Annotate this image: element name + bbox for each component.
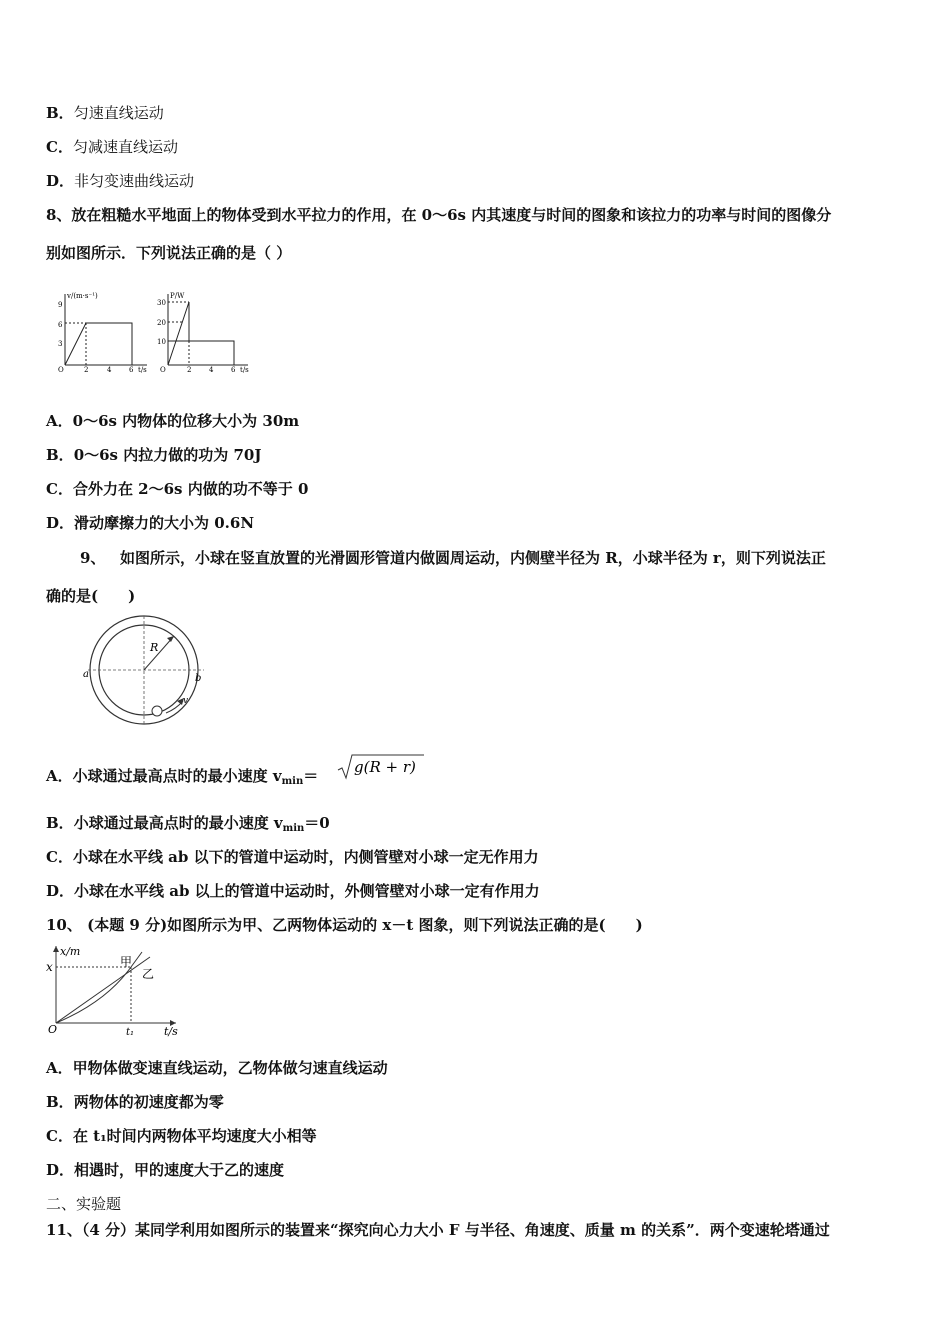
xt-t1: t₁ (126, 1027, 135, 1038)
q8-option-b: B．0～6s 内拉力做的功为 70J (46, 446, 262, 464)
vt-ytick-9: 9 (58, 301, 63, 309)
label-yi: 乙 (142, 967, 155, 981)
sqrt-content: g(R + r) (354, 758, 416, 776)
vt-ylabel: v/(m·s⁻¹) (67, 292, 98, 300)
q10-option-c: C．在 t₁时间内两物体平均速度大小相等 (46, 1127, 317, 1145)
label-jia: 甲 (120, 955, 133, 969)
vt-xtick-4: 4 (107, 366, 112, 374)
xt-ylabel: x/m (60, 945, 81, 958)
q8-stem-line1: 8、放在粗糙水平地面上的物体受到水平拉力的作用，在 0～6s 内其速度与时间的图象和该拉力的功率与时间的图像分 (46, 206, 832, 224)
pt-xlabel: t/s (240, 366, 249, 374)
q10-option-a: A．甲物体做变速直线运动，乙物体做匀速直线运动 (46, 1059, 388, 1077)
label-b: b (195, 673, 202, 684)
vt-xtick-6: 6 (129, 366, 134, 374)
q8-vt-graph (55, 290, 150, 372)
q9-option-d: D．小球在水平线 ab 以上的管道中运动时，外侧管壁对小球一定有作用力 (46, 882, 540, 900)
pt-ytick-30: 30 (157, 299, 166, 307)
pt-xtick-4: 4 (209, 366, 214, 374)
q11-stem-line1: 11、（4 分）某同学利用如图所示的装置来“探究向心力大小 F 与半径、角速度、质量 m 的关系”．两个变速轮塔通过 (46, 1221, 830, 1239)
pt-xtick-2: 2 (187, 366, 192, 374)
q7-option-c: C．匀减速直线运动 (46, 138, 178, 156)
q8-pt-graph (156, 290, 251, 372)
q7-option-d: D．非匀变速曲线运动 (46, 172, 195, 190)
q9-number: 9、 (80, 549, 106, 567)
q7-option-b: B．匀速直线运动 (46, 104, 164, 122)
q8-option-a: A．0～6s 内物体的位移大小为 30m (46, 412, 300, 430)
pt-curve-const (168, 341, 234, 365)
xt-label-x: x (46, 960, 53, 974)
q9-option-a: A．小球通过最高点时的最小速度 $v_{min}=$ (46, 767, 319, 787)
pt-xtick-6: 6 (231, 366, 236, 374)
label-a: a (83, 669, 89, 680)
vt-xtick-2: 2 (84, 366, 89, 374)
q9-stem-line2: 确的是( ) (46, 587, 136, 605)
ball (152, 706, 162, 716)
q9-option-b: B．小球通过最高点时的最小速度 $v_{min}=0$ (46, 814, 330, 834)
vt-ytick-3: 3 (58, 340, 63, 348)
label-R: R (150, 641, 159, 654)
radius-line (144, 636, 174, 670)
line-yi (56, 957, 150, 1023)
xt-xlabel: t/s (164, 1025, 178, 1038)
q8-option-c: C．合外力在 2～6s 内做的功不等于 0 (46, 480, 309, 498)
pt-ytick-20: 20 (157, 319, 166, 327)
q10-stem: 10、 (本题 9 分)如图所示为甲、乙两物体运动的 x－t 图象，则下列说法正确的是( ) (46, 916, 643, 934)
pt-origin: O (160, 366, 166, 374)
q10-xt-graph (46, 944, 186, 1036)
pt-curve-rise (168, 302, 189, 365)
label-v: v (183, 696, 189, 706)
q9-circular-tube-figure (80, 615, 210, 725)
pt-ytick-10: 10 (157, 338, 166, 346)
q9-option-c: C．小球在水平线 ab 以下的管道中运动时，内侧管壁对小球一定无作用力 (46, 848, 539, 866)
q10-option-b: B．两物体的初速度都为零 (46, 1093, 224, 1111)
q9-stem-line1: 如图所示，小球在竖直放置的光滑圆形管道内做圆周运动，内侧壁半径为 R，小球半径为 r，则下列说法正 (120, 549, 826, 567)
section-title-experiment: 二、实验题 (46, 1195, 122, 1213)
q8-stem-line2: 别如图所示．下列说法正确的是（ ） (46, 244, 292, 262)
pt-ylabel: P/W (170, 292, 185, 300)
xt-origin: O (48, 1023, 58, 1036)
vt-origin: O (58, 366, 64, 374)
vt-xlabel: t/s (138, 366, 147, 374)
vt-ytick-6: 6 (58, 321, 63, 329)
q10-option-d: D．相遇时，甲的速度大于乙的速度 (46, 1161, 285, 1179)
q9-optA-sqrt-formula (336, 752, 426, 782)
vt-curve (65, 323, 132, 365)
q8-option-d: D．滑动摩擦力的大小为 0.6N (46, 514, 255, 532)
